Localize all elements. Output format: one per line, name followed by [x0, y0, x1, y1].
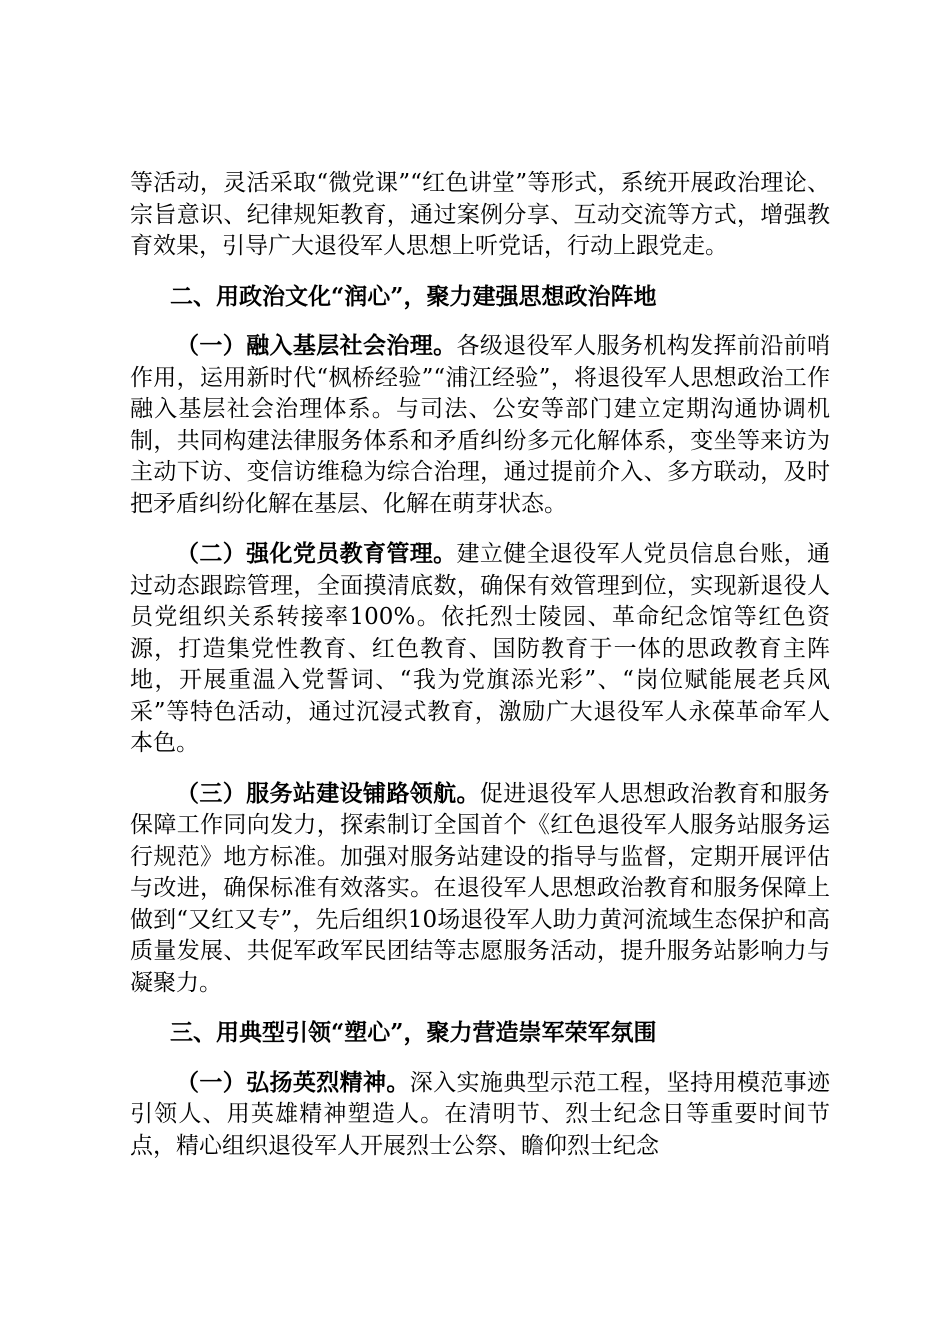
paragraph-2 — [130, 538, 830, 760]
paragraph-2-body: 建立健全退役军人党员信息台账，通过动态跟踪管理，全面摸清底数，确保有效管理到位，实现新退役人员党组织关系转接率100%。依托烈士陵园、革命纪念馆等红色资源，打造集党性教育、红色教育、国防教育于一体的思政教育主阵地，开展重温入党誓词、“我为党旗添光彩”、“岗位赋能展老兵风采”等特色活动，通过沉浸式教育，激励广大退役军人永葆革命军人本色。 — [130, 541, 831, 756]
paragraph-4-lead: （一）弘扬英烈精神。 — [176, 1068, 410, 1096]
paragraph-2-lead: （二）强化党员教育管理。 — [176, 540, 457, 567]
paragraph-3 — [130, 778, 830, 1000]
paragraph-4-body: 深入实施典型示范工程，坚持用模范事迹引领人、用英雄精神塑造人。在清明节、烈士纪念日等重要时间节点，精心组织退役军人开展烈士公祭、瞻仰烈士纪念 — [130, 1069, 831, 1159]
paragraph-1-lead: （一）融入基层社会治理。 — [176, 332, 457, 359]
paragraph-4 — [130, 1067, 830, 1163]
section-heading-2: 二、用政治文化“润心”，聚力建强思想政治阵地 — [170, 282, 657, 310]
paragraph-1-body: 各级退役军人服务机构发挥前沿前哨作用，运用新时代“枫桥经验”“浦江经验”，将退役军人思想政治工作融入基层社会治理体系。与司法、公安等部门建立定期沟通协调机制，共同构建法律服务体系和矛盾纠纷多元化解体系，变坐等来访为主动下访、变信访维稳为综合治理，通过提前介入、多方联动，及时把矛盾纠纷化解在基层、化解在萌芽状态。 — [130, 333, 831, 517]
paragraph-3-body: 促进退役军人思想政治教育和服务保障工作同向发力，探索制订全国首个《红色退役军人服务站服务运行规范》地方标准。加强对服务站建设的指导与监督，定期开展评估与改进，确保标准有效落实。在退役军人思想政治教育和服务保障上做到“又红又专”，先后组织10场退役军人助力黄河流域生态保护和高质量发展、共促军政军民团结等志愿服务活动，提升服务站影响力与凝聚力。 — [130, 780, 831, 996]
paragraph-3-lead: （三）服务站建设铺路领航。 — [176, 779, 480, 807]
section-heading-3: 三、用典型引领“塑心”，聚力营造崇军荣军氛围 — [170, 1019, 657, 1046]
paragraph-continuation: 等活动，灵活采取“微党课”“红色讲堂”等形式，系统开展政治理论、宗旨意识、纪律规矩教育，通过案例分享、互动交流等方式，增强教育效果，引导广大退役军人思想上听党话，行动上跟党走。 — [130, 170, 830, 259]
paragraph-1 — [130, 330, 830, 520]
document-page — [130, 168, 830, 1162]
